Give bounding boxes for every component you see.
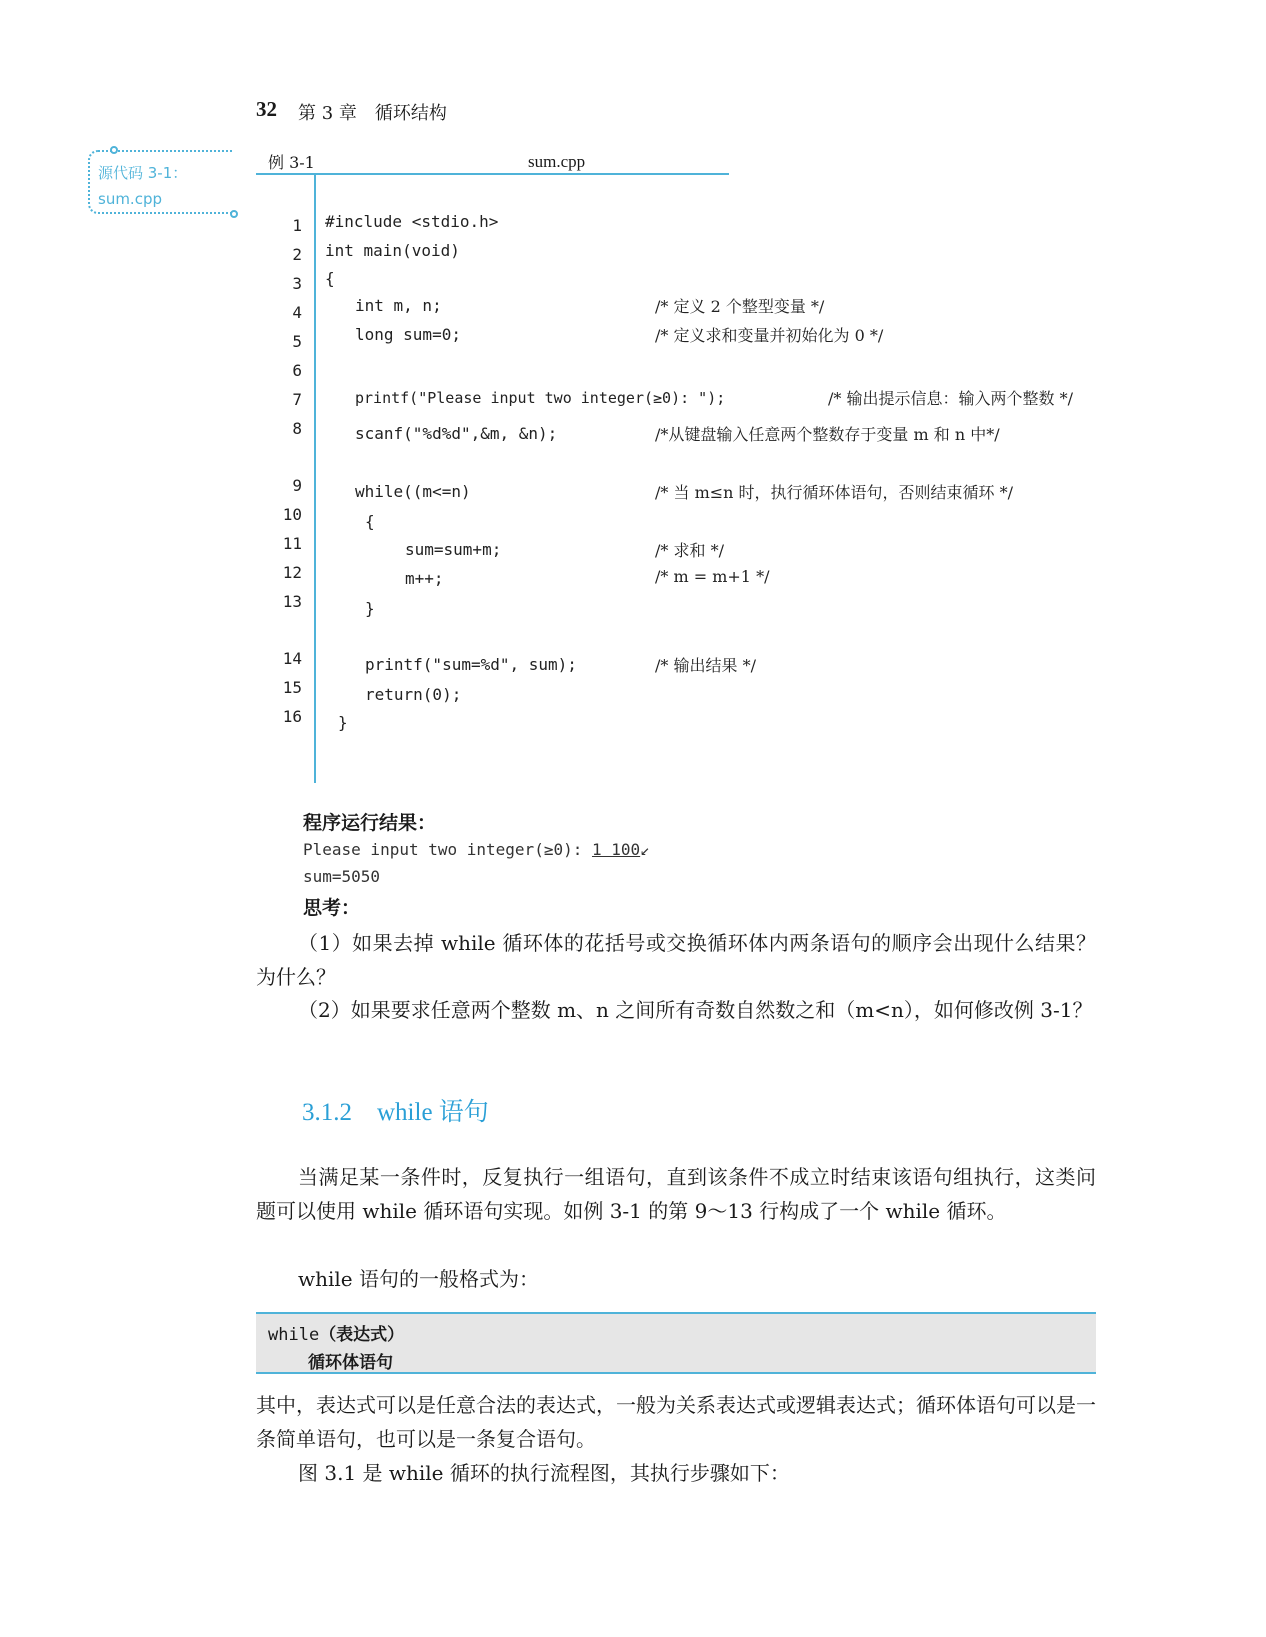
example-title-rule bbox=[256, 173, 729, 175]
body-paragraph: while 语句的一般格式为： bbox=[298, 1267, 539, 1291]
code-line: } bbox=[365, 599, 375, 618]
example-filename: sum.cpp bbox=[528, 152, 586, 171]
line-number: 16 bbox=[282, 707, 302, 726]
line-number: 5 bbox=[292, 332, 302, 351]
thinking-question: （1）如果去掉 while 循环体的花括号或交换循环体内两条语句的顺序会出现什么结果？为什么？ bbox=[256, 931, 1096, 989]
code-line: printf("Please input two integer(≥0): "); bbox=[355, 389, 726, 407]
line-number: 4 bbox=[292, 303, 302, 322]
output-line bbox=[303, 840, 650, 859]
code-line: int main(void) bbox=[325, 241, 460, 260]
output-line: sum=5050 bbox=[303, 867, 381, 886]
enter-arrow-icon: ↙ bbox=[640, 840, 650, 859]
code-line: } bbox=[338, 713, 348, 732]
output-user-input: 1 100 bbox=[591, 840, 641, 859]
syntax-keyword: while bbox=[268, 1325, 320, 1345]
line-number: 3 bbox=[292, 274, 302, 293]
source-code-note bbox=[88, 150, 232, 214]
code-comment: /* 当 m≤n 时，执行循环体语句，否则结束循环 */ bbox=[655, 483, 1014, 502]
note-dot-icon bbox=[110, 146, 118, 154]
code-line: printf("sum=%d", sum); bbox=[365, 655, 577, 674]
syntax-box bbox=[256, 1312, 1096, 1374]
syntax-line: 循环体语句 bbox=[308, 1353, 393, 1373]
code-comment: /* 定义求和变量并初始化为 0 */ bbox=[655, 326, 884, 345]
body-paragraph: 其中，表达式可以是任意合法的表达式，一般为关系表达式或逻辑表达式；循环体语句可以是一条简单语句，也可以是一条复合语句。 bbox=[256, 1393, 1096, 1451]
code-gutter-rule bbox=[314, 173, 316, 783]
thinking-heading: 思考： bbox=[303, 897, 361, 919]
code-line: m++; bbox=[405, 569, 444, 588]
line-number: 12 bbox=[282, 563, 302, 582]
code-comment: /* 输出结果 */ bbox=[655, 656, 756, 675]
line-number: 14 bbox=[282, 649, 302, 668]
example-label: 例 3-1 bbox=[268, 153, 315, 172]
line-number: 2 bbox=[292, 245, 302, 264]
code-comment: /* m = m+1 */ bbox=[655, 567, 770, 586]
code-comment: /* 输出提示信息：输入两个整数 */ bbox=[828, 389, 1073, 408]
line-number: 1 bbox=[292, 216, 302, 235]
source-code-note-label: 源代码 3-1： sum.cpp bbox=[98, 164, 188, 208]
code-line: sum=sum+m; bbox=[405, 540, 502, 559]
syntax-line bbox=[268, 1320, 404, 1345]
code-comment: /* 定义 2 个整型变量 */ bbox=[655, 297, 825, 316]
result-heading: 程序运行结果： bbox=[303, 812, 437, 834]
chapter-title: 第 3 章 循环结构 bbox=[298, 103, 447, 124]
code-line: int m, n; bbox=[355, 296, 442, 315]
page-number: 32 bbox=[256, 97, 277, 121]
line-number: 13 bbox=[282, 592, 302, 611]
thinking-question: （2）如果要求任意两个整数 m、n 之间所有奇数自然数之和（m<n），如何修改例 3-1？ bbox=[298, 998, 1093, 1022]
line-number: 15 bbox=[282, 678, 302, 697]
line-number: 11 bbox=[282, 534, 302, 553]
body-paragraph: 图 3.1 是 while 循环的执行流程图，其执行步骤如下： bbox=[298, 1461, 790, 1485]
code-comment: /* 求和 */ bbox=[655, 541, 724, 560]
line-number: 6 bbox=[292, 361, 302, 380]
code-line: scanf("%d%d",&m, &n); bbox=[355, 424, 558, 443]
line-number: 9 bbox=[292, 476, 302, 495]
output-prompt: Please input two integer(≥0): bbox=[303, 840, 592, 859]
code-line: long sum=0; bbox=[355, 325, 461, 344]
code-line: { bbox=[365, 512, 375, 531]
code-comment: /*从键盘输入任意两个整数存于变量 m 和 n 中*/ bbox=[655, 425, 1000, 444]
note-dot-icon bbox=[230, 210, 238, 218]
code-line: return(0); bbox=[365, 685, 462, 704]
line-number: 8 bbox=[292, 419, 302, 438]
line-number: 7 bbox=[292, 390, 302, 409]
body-paragraph: 当满足某一条件时，反复执行一组语句，直到该条件不成立时结束该语句组执行，这类问题可以使用 while 循环语句实现。如例 3-1 的第 9～13 行构成了一个 while 循环。 bbox=[256, 1165, 1096, 1223]
code-line: while((m<=n) bbox=[355, 482, 471, 501]
code-line: #include <stdio.h> bbox=[325, 212, 499, 231]
code-line: { bbox=[325, 269, 335, 288]
line-number: 10 bbox=[282, 505, 302, 524]
section-title: 3.1.2 while 语句 bbox=[302, 1099, 489, 1126]
syntax-expression: （表达式） bbox=[319, 1325, 405, 1345]
